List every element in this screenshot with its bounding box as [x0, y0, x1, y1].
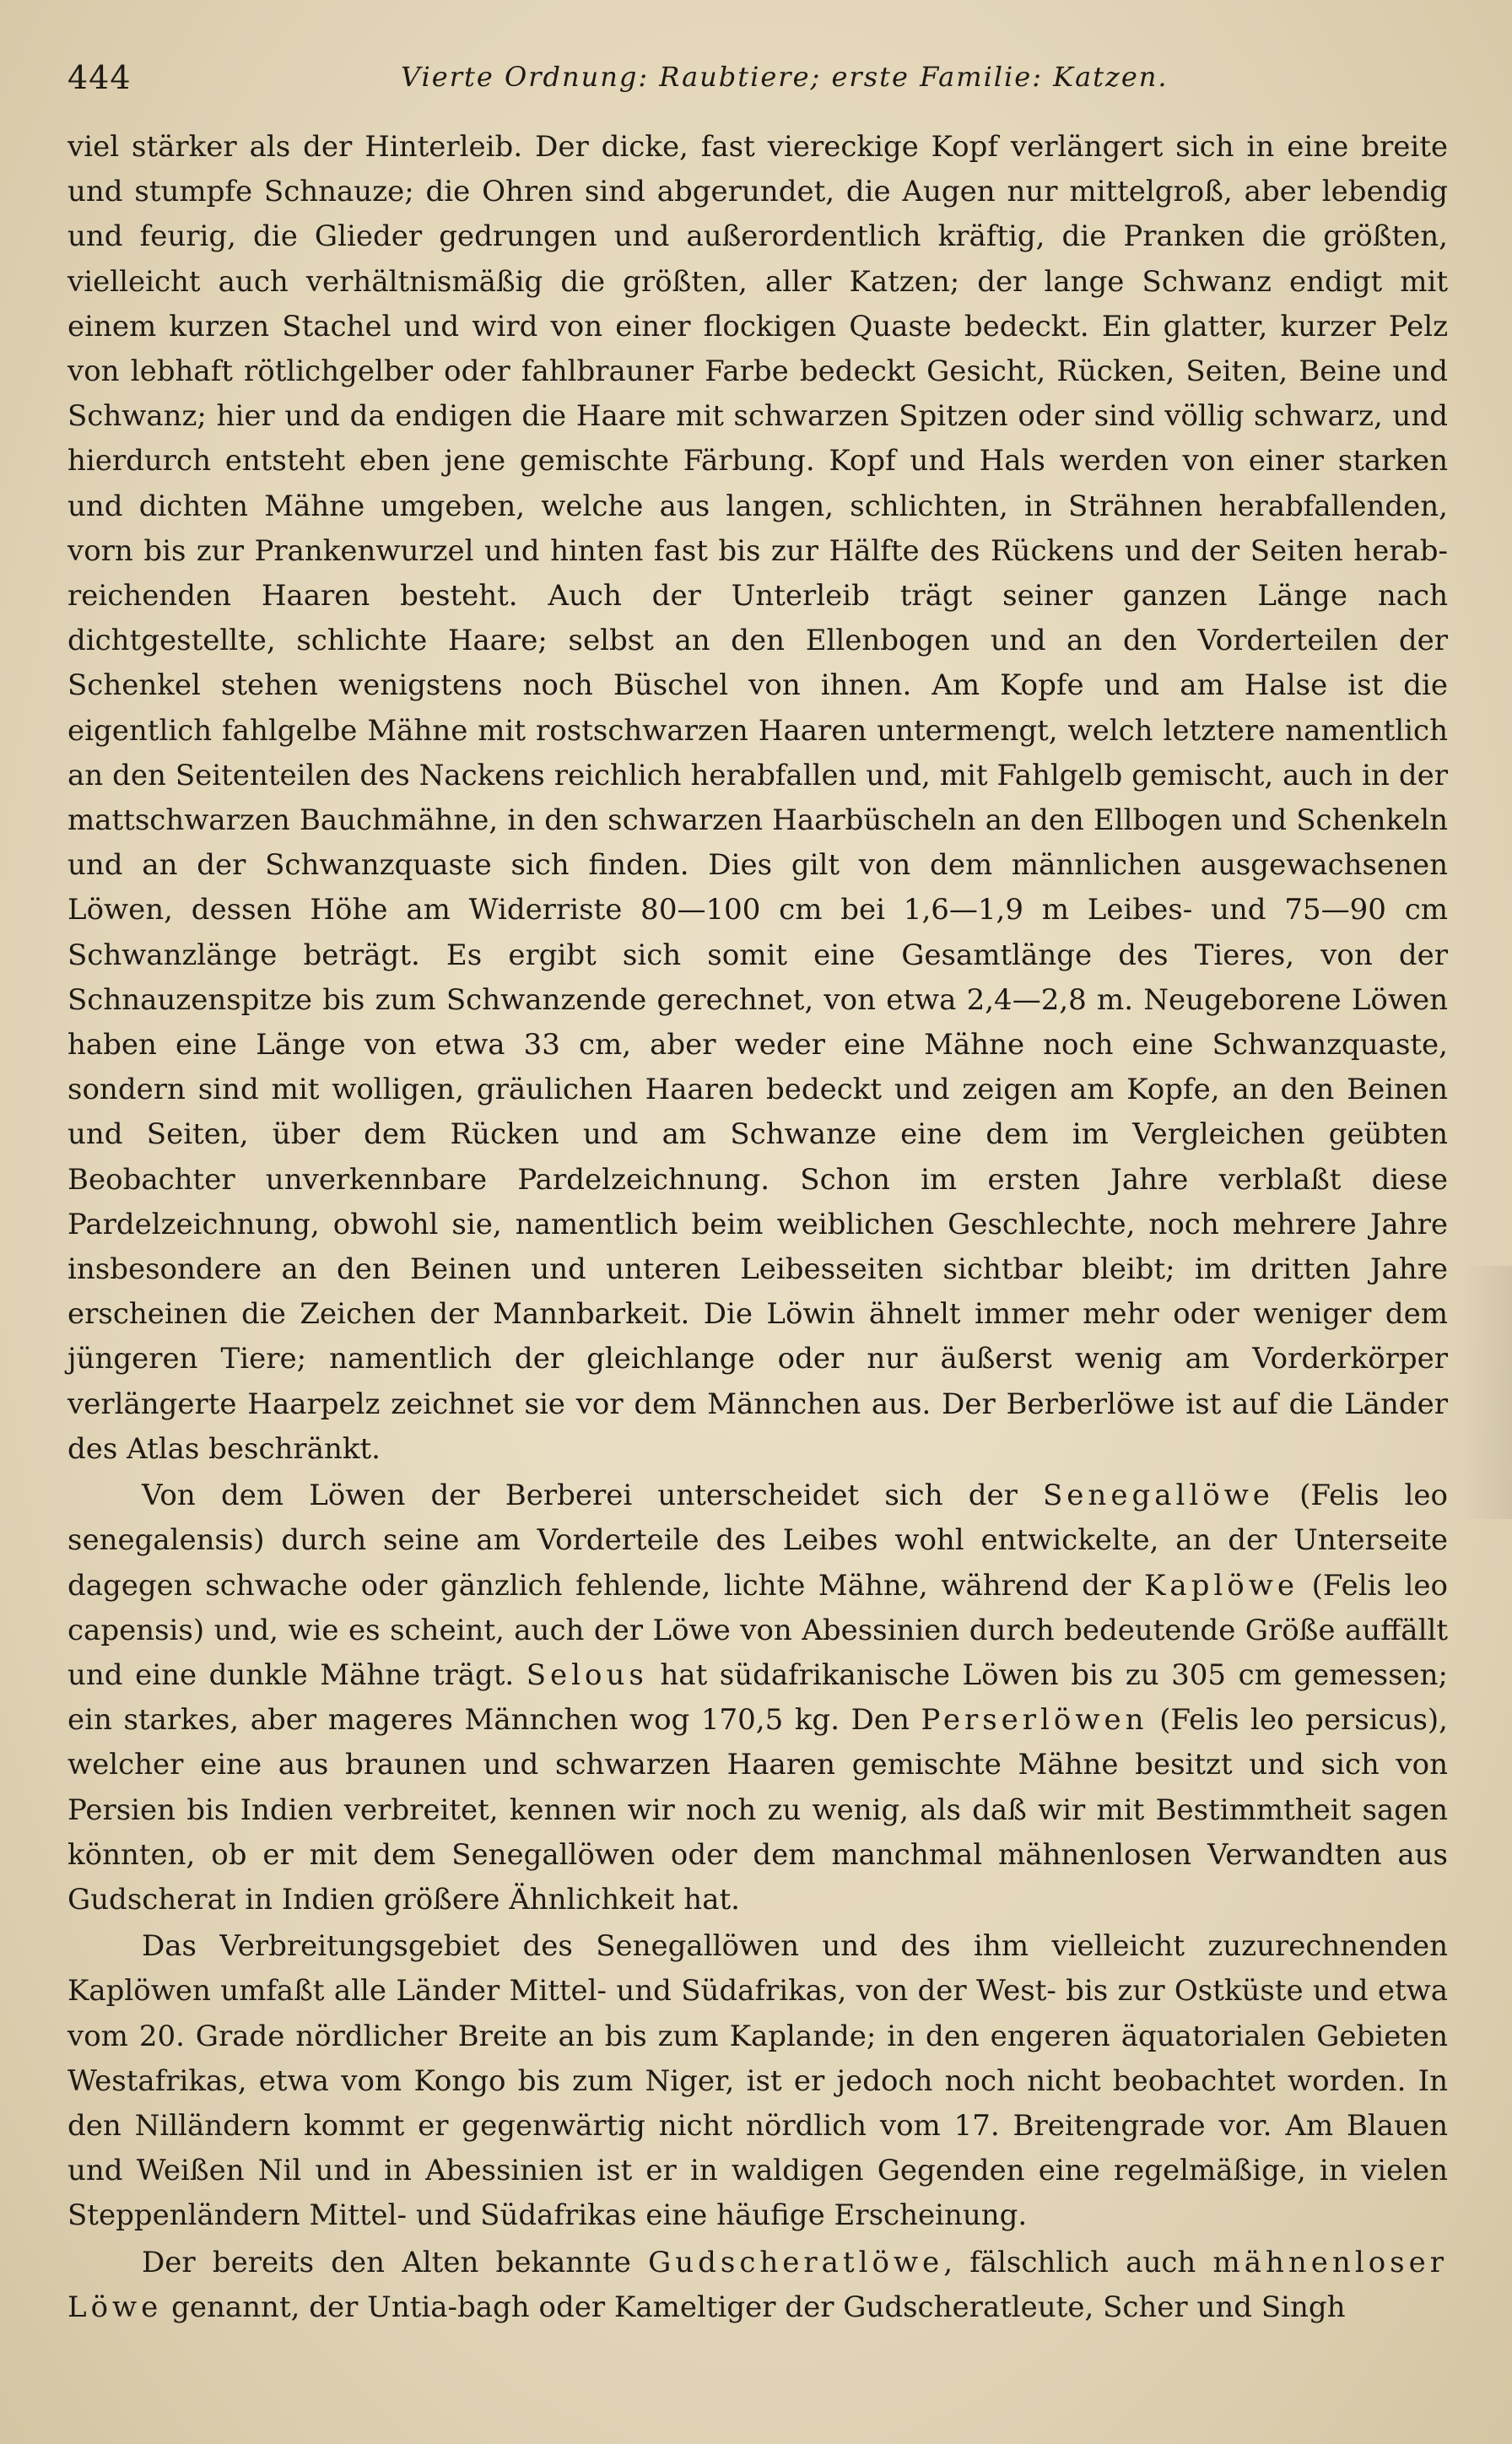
text-run: Der bereits den Alten bekannte: [142, 2245, 649, 2279]
paragraph: [68, 1924, 1448, 2238]
text-run: Von dem Löwen der Berberei unterscheidet sich der: [142, 1479, 1044, 1513]
text-run: genannt, der Untia-bagh oder Kameltiger der Gudscheratleute, Scher und Singh: [162, 2290, 1346, 2324]
text-run: Das Verbreitungsgebiet des Senegallöwen und des ihm vielleicht zuzurechnenden Kaplöwen umfaßt alle Länder Mittel- und Südafrikas, von der West- bis zur Ostküste und etwa vom 20. Grade nördlicher Breite an bis zum Kaplande; in den engeren äquatorialen Gebieten Westafrikas, etwa vom Kongo bis zum Niger, ist er jedoch noch nicht beobachtet worden. In den Nilländern kommt er gegenwärtig nicht nördlich vom 17. Breitengrade vor. Am Blauen und Weißen Nil und in Abessinien ist er in waldigen Gegenden eine regelmäßige, in vielen Steppenländern Mittel- und Südafrikas eine häufige Erscheinung.: [68, 1929, 1448, 2233]
text-run: (Felis leo senegalensis) durch seine am Vorderteile des Leibes wohl entwickelte, an der Unterseite dagegen schwache oder gänzlich fehlende, lichte Mähne, während der: [68, 1479, 1448, 1603]
emphasized-term: mähnenloser Löwe: [68, 2245, 1448, 2324]
text-run: viel stärker als der Hinterleib. Der dicke, fast viereckige Kopf verlängert sich in eine breite und stumpfe Schnauze; die Ohren sind abgerundet, die Augen nur mittelgroß, aber lebendig und feurig, die Glieder gedrungen und außerordentlich kräftig, die Pranken die größten, vielleicht auch verhältnismäßig die größten, aller Katzen; der lange Schwanz endigt mit einem kurzen Stachel und wird von einer flockigen Quaste bedeckt. Ein glatter, kurzer Pelz von lebhaft rötlichgelber oder fahlbrauner Farbe bedeckt Gesicht, Rücken, Seiten, Beine und Schwanz; hier und da endigen die Haare mit schwarzen Spitzen oder sind völlig schwarz, und hierdurch entsteht eben jene gemischte Färbung. Kopf und Hals werden von einer starken und dichten Mähne umgeben, welche aus langen, schlichten, in Strähnen herabfallenden, vorn bis zur Prankenwurzel und hinten fast bis zur Hälfte des Rückens und der Seiten herab-reichenden Haaren besteht. Auch der Unterleib trägt seiner ganzen Länge nach dichtgestellte, schlichte Haare; selbst an den Ellenbogen und an den Vorderteilen der Schenkel stehen wenigstens noch Büschel von ihnen. Am Kopfe und am Halse ist die eigentlich fahlgelbe Mähne mit rostschwarzen Haaren untermengt, welch letztere namentlich an den Seitenteilen des Nackens reichlich herabfallen und, mit Fahlgelb gemischt, auch in der mattschwarzen Bauchmähne, in den schwarzen Haarbüscheln an den Ellbogen und Schenkeln und an der Schwanzquaste sich finden. Dies gilt von dem männlichen ausgewachsenen Löwen, dessen Höhe am Widerriste 80—100 cm bei 1,6—1,9 m Leibes- und 75—90 cm Schwanzlänge beträgt. Es ergibt sich somit eine Gesamtlänge des Tieres, von der Schnauzenspitze bis zum Schwanzende gerechnet, von etwa 2,4—2,8 m. Neugeborene Löwen haben eine Länge von etwa 33 cm, aber weder eine Mähne noch eine Schwanzquaste, sondern sind mit wolligen, gräulichen Haaren bedeckt und zeigen am Kopfe, an den Beinen und Seiten, über dem Rücken und am Schwanze eine dem im Vergleichen geübten Beobachter unverkennbare Pardelzeichnung. Schon im ersten Jahre verblaßt diese Pardelzeichnung, obwohl sie, namentlich beim weiblichen Geschlechte, noch mehrere Jahre insbesondere an den Beinen und unteren Leibesseiten sichtbar bleibt; im dritten Jahre erscheinen die Zeichen der Mannbarkeit. Die Löwin ähnelt immer mehr oder weniger dem jüngeren Tiere; namentlich der gleichlange oder nur äußerst wenig am Vorderkörper verlängerte Haarpelz zeichnet sie vor dem Männchen aus. Der Berberlöwe ist auf die Länder des Atlas beschränkt.: [68, 130, 1448, 1466]
text-run: , fälschlich auch: [943, 2245, 1213, 2279]
emphasized-term: Senegallöwe: [1043, 1479, 1274, 1513]
emphasized-term: Selous: [526, 1657, 648, 1692]
page-number: 444: [68, 59, 132, 96]
text-run: (Felis leo capensis) und, wie es scheint, auch der Löwe von Abessinien durch bedeutende Größe auffällt und eine dunkle Mähne trägt.: [68, 1568, 1448, 1692]
paragraph: [68, 125, 1448, 1472]
text-run: hat südafrikanische Löwen bis zu 305 cm gemessen; ein starkes, aber mageres Männchen wog 170,5 kg. Den: [68, 1657, 1448, 1738]
body-text: [68, 125, 1448, 2330]
paragraph: [68, 1473, 1448, 1922]
running-head: Vierte Ordnung: Raubtiere; erste Familie: Katzen.: [401, 61, 1169, 93]
page-edge-shadow: [1461, 1266, 1512, 1519]
emphasized-term: Kaplöwe: [1143, 1568, 1299, 1603]
text-run: (Felis leo persicus), welcher eine aus braunen und schwarzen Haaren gemischte Mähne besitzt und sich von Persien bis Indien verbreitet, kennen wir noch zu wenig, als daß wir mit Bestimmtheit sagen könnten, ob er mit dem Senegallöwen oder dem manchmal mähnenlosen Verwandten aus Gudscherat in Indien größere Ähnlichkeit hat.: [68, 1703, 1448, 1917]
paragraph: [68, 2241, 1448, 2330]
emphasized-term: Perserlöwen: [921, 1703, 1148, 1738]
emphasized-term: Gudscheratlöwe: [648, 2245, 944, 2279]
page-header: [68, 59, 1451, 110]
